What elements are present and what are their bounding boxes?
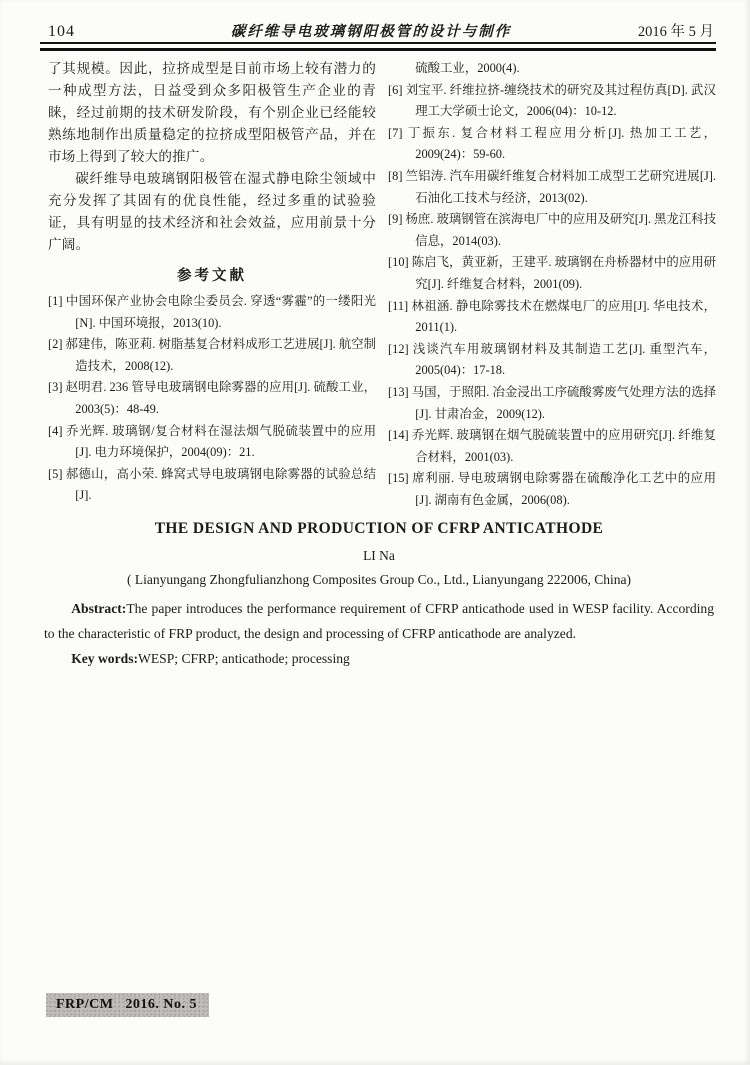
- reference-item: [8] 竺铝涛. 汽车用碳纤维复合材料加工成型工艺研究进展[J]. 石油化工技术与经济，2013(02).: [388, 168, 716, 205]
- running-title: 碳纤维导电玻璃钢阳极管的设计与制作: [230, 24, 512, 40]
- reference-item: [2] 郝建伟，陈亚莉. 树脂基复合材料成形工艺进展[J]. 航空制造技术，2008(12).: [48, 337, 376, 373]
- english-abstract-section: [44, 520, 714, 671]
- issue-date: 2016 年 5 月: [637, 24, 714, 40]
- reference-item: [12] 浅谈汽车用玻璃钢材料及其制造工艺[J]. 重型汽车，2005(04)：17-18.: [388, 341, 716, 378]
- english-abstract: [44, 596, 714, 646]
- abstract-text: The paper introduces the performance requirement of CFRP anticathode used in WESP facility. According to the characteristic of FRP product, the design and processing of CFRP anticathode are analyzed.: [44, 601, 714, 641]
- reference-item: [1] 中国环保产业协会电除尘委员会. 穿透“雾霾”的一缕阳光[N]. 中国环境报，2013(10).: [48, 294, 376, 330]
- reference-item: [7] 丁振东. 复合材料工程应用分析[J]. 热加工工艺，2009(24)：59-60.: [388, 125, 716, 162]
- header-rule-thin: [40, 42, 716, 44]
- english-author: LI Na: [363, 548, 395, 563]
- body-paragraph: 碳纤维导电玻璃钢阳极管在湿式静电除尘领域中充分发挥了其固有的优良性能，经过多重的试验验证，具有明显的技术经济和社会效益，应用前景十分广阔。: [48, 171, 376, 252]
- english-title: THE DESIGN AND PRODUCTION OF CFRP ANTICATHODE: [154, 520, 604, 537]
- reference-item-continuation: 硫酸工业，2000(4).: [415, 61, 520, 75]
- reference-item: [14] 乔光辉. 玻璃钢在烟气脱硫装置中的应用研究[J]. 纤维复合材料，2001(03).: [388, 428, 716, 464]
- page-header: [48, 20, 714, 41]
- reference-item: [10] 陈启飞，黄亚新，王建平. 玻璃钢在舟桥器材中的应用研究[J]. 纤维复合材料，2001(09).: [388, 255, 716, 291]
- left-column: [48, 58, 376, 511]
- reference-item: [11] 林祖涵. 静电除雾技术在燃煤电厂的应用[J]. 华电技术，2011(1).: [388, 298, 716, 335]
- page-number: 104: [48, 23, 75, 40]
- right-column: [388, 58, 716, 511]
- reference-item: [15] 席利丽. 导电玻璃钢电除雾器在硫酸净化工艺中的应用[J]. 湖南有色金属，2006(08).: [388, 471, 716, 507]
- reference-item: [13] 马国，于照阳. 冶金浸出工序硫酸雾废气处理方法的选择[J]. 甘肃冶金，2009(12).: [388, 384, 716, 421]
- body-paragraph: 了其规模。因此，拉挤成型是目前市场上较有潜力的一种成型方法，日益受到众多阳极管生产企业的青睐，经过前期的技术研发阶段，有个别企业已经能较熟练地制作出质量稳定的拉挤成型阳极管产品，并在市场上得到了较大的推广。: [48, 61, 376, 164]
- reference-item: [3] 赵明君. 236 管导电玻璃钢电除雾器的应用[J]. 硫酸工业，2003(5)：48-49.: [48, 380, 376, 416]
- two-column-body: [48, 58, 716, 511]
- reference-item: [9] 杨庶. 玻璃钢管在滨海电厂中的应用及研究[J]. 黑龙江科技信息，2014(03).: [388, 212, 716, 248]
- keywords-text: WESP; CFRP; anticathode; processing: [138, 651, 350, 666]
- references-list-left: [48, 291, 376, 507]
- reference-item: [6] 刘宝平. 纤维拉挤-缠绕技术的研究及其过程仿真[D]. 武汉理工大学硕士论文，2006(04)：10-12.: [388, 82, 716, 119]
- english-keywords: [44, 646, 714, 671]
- header-rule-thick: [40, 48, 716, 51]
- keywords-label: Key words:: [71, 651, 139, 666]
- footer-journal-badge: FRP/CM 2016. No. 5: [46, 993, 209, 1017]
- reference-item: [5] 郝德山，高小荣. 蜂窝式导电玻璃钢电除雾器的试验总结[J].: [48, 466, 376, 503]
- reference-item: [4] 乔光辉. 玻璃钢/复合材料在湿法烟气脱硫装置中的应用[J]. 电力环境保护，2004(09)：21.: [48, 423, 376, 460]
- references-list-right: [388, 58, 716, 511]
- references-heading: 参考文献: [177, 268, 247, 284]
- english-affiliation: ( Lianyungang Zhongfulianzhong Composites Group Co., Ltd., Lianyungang 222006, China): [127, 572, 631, 587]
- abstract-label: Abstract:: [71, 601, 127, 616]
